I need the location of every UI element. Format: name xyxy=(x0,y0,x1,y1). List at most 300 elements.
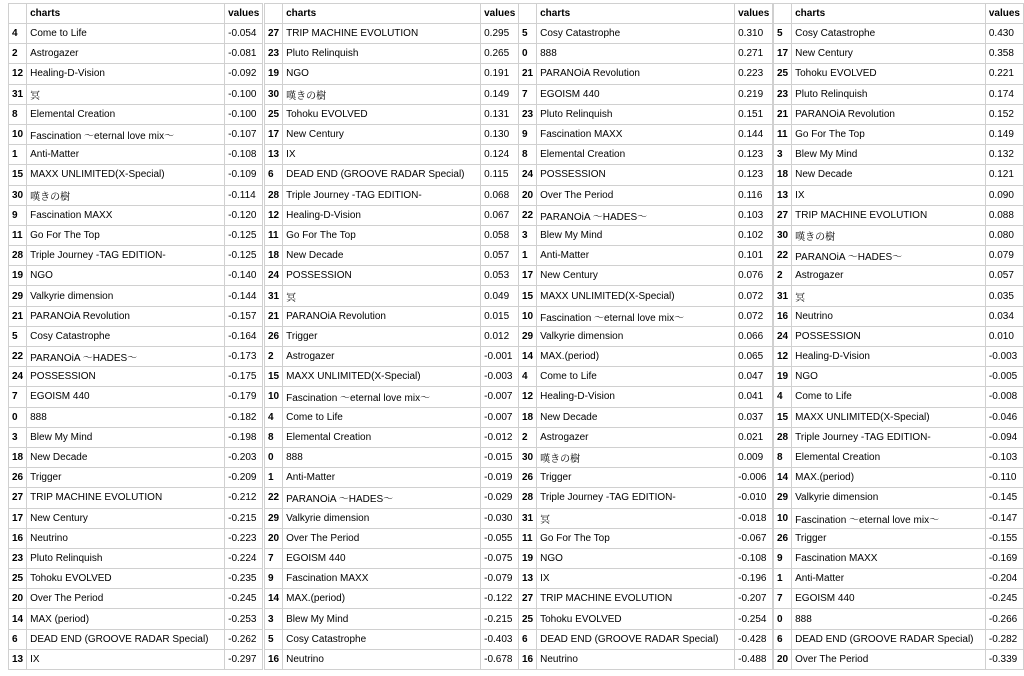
row-index: 13 xyxy=(774,185,792,205)
chart-name: Healing-D-Vision xyxy=(27,64,225,84)
row-index: 0 xyxy=(774,609,792,629)
table-header-row xyxy=(265,4,519,24)
row-index: 26 xyxy=(519,468,537,488)
row-index: 0 xyxy=(265,447,283,467)
table-row xyxy=(519,407,773,427)
row-index: 19 xyxy=(9,266,27,286)
table-row xyxy=(774,225,1024,245)
row-index: 0 xyxy=(9,407,27,427)
chart-value: 0.116 xyxy=(735,185,773,205)
table-row xyxy=(9,185,263,205)
chart-value: -0.157 xyxy=(225,306,263,326)
chart-name: IX xyxy=(27,649,225,669)
chart-value: -0.179 xyxy=(225,387,263,407)
chart-value: -0.109 xyxy=(225,165,263,185)
chart-name: Over The Period xyxy=(792,649,986,669)
chart-name: Triple Journey -TAG EDITION- xyxy=(537,488,735,508)
chart-value: -0.094 xyxy=(985,427,1023,447)
row-index: 1 xyxy=(519,246,537,266)
table-row xyxy=(9,44,263,64)
table-row xyxy=(519,124,773,144)
values-header: values xyxy=(735,4,773,24)
chart-value: 0.132 xyxy=(985,145,1023,165)
row-index: 30 xyxy=(519,447,537,467)
chart-value: 0.080 xyxy=(985,225,1023,245)
chart-name: Triple Journey -TAG EDITION- xyxy=(792,427,986,447)
row-index: 20 xyxy=(9,589,27,609)
table-row xyxy=(519,468,773,488)
row-index: 3 xyxy=(774,145,792,165)
row-index: 18 xyxy=(519,407,537,427)
chart-name: 冥 xyxy=(792,286,986,306)
table-frame-4 xyxy=(773,3,1024,670)
chart-value: 0.149 xyxy=(481,84,519,104)
row-index: 22 xyxy=(9,347,27,367)
table-row xyxy=(519,629,773,649)
chart-value: 0.076 xyxy=(735,266,773,286)
row-index: 23 xyxy=(265,44,283,64)
chart-name: IX xyxy=(537,569,735,589)
table-row xyxy=(265,306,519,326)
chart-value: -0.140 xyxy=(225,266,263,286)
table-row xyxy=(9,266,263,286)
table-row xyxy=(9,124,263,144)
values-header: values xyxy=(225,4,263,24)
chart-value: -0.067 xyxy=(735,528,773,548)
table-row xyxy=(265,468,519,488)
row-index: 29 xyxy=(519,326,537,346)
row-index: 14 xyxy=(519,347,537,367)
chart-value: 0.124 xyxy=(481,145,519,165)
chart-name: Elemental Creation xyxy=(537,145,735,165)
charts-header: charts xyxy=(792,4,986,24)
chart-name: Go For The Top xyxy=(27,225,225,245)
row-index: 13 xyxy=(9,649,27,669)
chart-value: -0.107 xyxy=(225,124,263,144)
chart-name: Pluto Relinquish xyxy=(283,44,481,64)
chart-name: EGOISM 440 xyxy=(537,84,735,104)
chart-value: 0.057 xyxy=(481,246,519,266)
chart-value: 0.102 xyxy=(735,225,773,245)
row-index: 18 xyxy=(9,447,27,467)
chart-name: Astrogazer xyxy=(283,347,481,367)
row-index: 16 xyxy=(774,306,792,326)
chart-value: 0.068 xyxy=(481,185,519,205)
row-index: 9 xyxy=(265,569,283,589)
chart-name: Healing-D-Vision xyxy=(283,205,481,225)
chart-value: -0.122 xyxy=(481,589,519,609)
chart-name: Astrogazer xyxy=(792,266,986,286)
row-index: 10 xyxy=(265,387,283,407)
chart-name: PARANOiA Revolution xyxy=(792,104,986,124)
row-index: 19 xyxy=(519,548,537,568)
chart-value: -0.223 xyxy=(225,528,263,548)
row-index: 7 xyxy=(519,84,537,104)
chart-value: -0.155 xyxy=(985,528,1023,548)
chart-value: -0.018 xyxy=(735,508,773,528)
chart-name: Cosy Catastrophe xyxy=(792,24,986,44)
chart-value: -0.204 xyxy=(985,569,1023,589)
values-header: values xyxy=(985,4,1023,24)
table-row xyxy=(9,225,263,245)
table-row xyxy=(265,286,519,306)
row-index: 12 xyxy=(265,205,283,225)
chart-value: -0.245 xyxy=(985,589,1023,609)
table-row xyxy=(9,508,263,528)
table-row xyxy=(774,246,1024,266)
row-index: 11 xyxy=(265,225,283,245)
data-table-1 xyxy=(8,3,263,670)
table-row xyxy=(9,347,263,367)
row-index: 27 xyxy=(519,589,537,609)
table-row xyxy=(519,286,773,306)
row-index: 1 xyxy=(774,569,792,589)
table-row xyxy=(9,528,263,548)
chart-value: -0.254 xyxy=(735,609,773,629)
table-row xyxy=(774,124,1024,144)
chart-name: NGO xyxy=(283,64,481,84)
chart-name: Fascination MAXX xyxy=(537,124,735,144)
chart-name: 嘆きの樹 xyxy=(27,185,225,205)
row-index: 16 xyxy=(265,649,283,669)
table-row xyxy=(519,44,773,64)
table-row xyxy=(774,447,1024,467)
chart-name: Fascination ～eternal love mix～ xyxy=(27,124,225,144)
values-header: values xyxy=(481,4,519,24)
chart-name: 嘆きの樹 xyxy=(283,84,481,104)
row-index: 5 xyxy=(519,24,537,44)
row-index: 29 xyxy=(774,488,792,508)
table-row xyxy=(9,306,263,326)
chart-value: 0.103 xyxy=(735,205,773,225)
chart-value: -0.173 xyxy=(225,347,263,367)
index-header xyxy=(519,4,537,24)
chart-name: TRIP MACHINE EVOLUTION xyxy=(27,488,225,508)
row-index: 23 xyxy=(774,84,792,104)
chart-value: -0.144 xyxy=(225,286,263,306)
chart-value: 0.072 xyxy=(735,306,773,326)
table-row xyxy=(9,387,263,407)
chart-value: -0.488 xyxy=(735,649,773,669)
chart-name: DEAD END (GROOVE RADAR Special) xyxy=(27,629,225,649)
table-row xyxy=(265,44,519,64)
chart-name: MAXX UNLIMITED(X-Special) xyxy=(537,286,735,306)
row-index: 23 xyxy=(9,548,27,568)
chart-name: Anti-Matter xyxy=(537,246,735,266)
table-row xyxy=(774,44,1024,64)
index-header xyxy=(265,4,283,24)
chart-name: MAXX UNLIMITED(X-Special) xyxy=(792,407,986,427)
table-row xyxy=(519,266,773,286)
table-row xyxy=(519,548,773,568)
chart-name: PARANOiA ～HADES～ xyxy=(27,347,225,367)
row-index: 24 xyxy=(774,326,792,346)
table-row xyxy=(265,548,519,568)
table-row xyxy=(9,629,263,649)
chart-value: 0.047 xyxy=(735,367,773,387)
index-header xyxy=(9,4,27,24)
table-row xyxy=(774,508,1024,528)
table-row xyxy=(774,528,1024,548)
row-index: 9 xyxy=(774,548,792,568)
chart-value: -0.092 xyxy=(225,64,263,84)
table-row xyxy=(265,488,519,508)
table-row xyxy=(9,84,263,104)
chart-value: 0.149 xyxy=(985,124,1023,144)
chart-value: 0.191 xyxy=(481,64,519,84)
chart-name: PARANOiA Revolution xyxy=(283,306,481,326)
table-row xyxy=(774,548,1024,568)
row-index: 13 xyxy=(265,145,283,165)
chart-value: -0.235 xyxy=(225,569,263,589)
chart-name: Go For The Top xyxy=(537,528,735,548)
chart-name: POSSESSION xyxy=(537,165,735,185)
table-row xyxy=(9,145,263,165)
chart-value: -0.100 xyxy=(225,104,263,124)
chart-value: 0.009 xyxy=(735,447,773,467)
table-row xyxy=(774,609,1024,629)
chart-value: -0.019 xyxy=(481,468,519,488)
row-index: 31 xyxy=(774,286,792,306)
row-index: 28 xyxy=(774,427,792,447)
row-index: 31 xyxy=(265,286,283,306)
table-row xyxy=(519,609,773,629)
chart-value: 0.053 xyxy=(481,266,519,286)
chart-value: -0.224 xyxy=(225,548,263,568)
row-index: 11 xyxy=(774,124,792,144)
row-index: 15 xyxy=(774,407,792,427)
chart-name: Fascination ～eternal love mix～ xyxy=(792,508,986,528)
chart-name: Fascination MAXX xyxy=(27,205,225,225)
row-index: 9 xyxy=(9,205,27,225)
row-index: 12 xyxy=(519,387,537,407)
table-row xyxy=(265,427,519,447)
chart-name: DEAD END (GROOVE RADAR Special) xyxy=(283,165,481,185)
table-row xyxy=(9,488,263,508)
table-row xyxy=(9,407,263,427)
chart-name: POSSESSION xyxy=(283,266,481,286)
row-index: 21 xyxy=(774,104,792,124)
row-index: 5 xyxy=(9,326,27,346)
chart-value: -0.207 xyxy=(735,589,773,609)
table-row xyxy=(774,286,1024,306)
chart-value: -0.055 xyxy=(481,528,519,548)
chart-name: IX xyxy=(792,185,986,205)
table-row xyxy=(519,569,773,589)
row-index: 2 xyxy=(9,44,27,64)
chart-name: Anti-Matter xyxy=(283,468,481,488)
row-index: 2 xyxy=(774,266,792,286)
chart-name: Come to Life xyxy=(27,24,225,44)
row-index: 31 xyxy=(9,84,27,104)
table-row xyxy=(9,24,263,44)
chart-value: -0.008 xyxy=(985,387,1023,407)
table-row xyxy=(519,306,773,326)
chart-value: -0.203 xyxy=(225,447,263,467)
table-row xyxy=(774,407,1024,427)
chart-name: 888 xyxy=(792,609,986,629)
chart-name: Tohoku EVOLVED xyxy=(792,64,986,84)
table-row xyxy=(774,165,1024,185)
data-table-2 xyxy=(264,3,519,670)
chart-value: -0.215 xyxy=(481,609,519,629)
table-row xyxy=(9,468,263,488)
table-row xyxy=(265,367,519,387)
chart-value: -0.030 xyxy=(481,508,519,528)
chart-name: Cosy Catastrophe xyxy=(283,629,481,649)
table-row xyxy=(774,367,1024,387)
table-row xyxy=(774,488,1024,508)
chart-name: Fascination ～eternal love mix～ xyxy=(283,387,481,407)
table-frame-2 xyxy=(264,3,519,670)
chart-value: 0.144 xyxy=(735,124,773,144)
table-row xyxy=(774,145,1024,165)
chart-name: MAXX UNLIMITED(X-Special) xyxy=(283,367,481,387)
chart-name: 嘆きの樹 xyxy=(792,225,986,245)
chart-name: Tohoku EVOLVED xyxy=(27,569,225,589)
row-index: 24 xyxy=(519,165,537,185)
table-row xyxy=(265,528,519,548)
row-index: 29 xyxy=(9,286,27,306)
table-row xyxy=(519,84,773,104)
row-index: 10 xyxy=(519,306,537,326)
chart-value: 0.123 xyxy=(735,145,773,165)
row-index: 30 xyxy=(774,225,792,245)
table-row xyxy=(265,225,519,245)
row-index: 5 xyxy=(774,24,792,44)
chart-name: Pluto Relinquish xyxy=(792,84,986,104)
row-index: 3 xyxy=(519,225,537,245)
table-row xyxy=(774,347,1024,367)
table-row xyxy=(265,124,519,144)
table-row xyxy=(774,84,1024,104)
chart-value: 0.174 xyxy=(985,84,1023,104)
table-row xyxy=(519,64,773,84)
chart-name: Pluto Relinquish xyxy=(27,548,225,568)
row-index: 20 xyxy=(519,185,537,205)
chart-value: -0.212 xyxy=(225,488,263,508)
table-row xyxy=(9,367,263,387)
table-header-row xyxy=(774,4,1024,24)
chart-name: Tohoku EVOLVED xyxy=(283,104,481,124)
chart-value: -0.198 xyxy=(225,427,263,447)
chart-value: -0.001 xyxy=(481,347,519,367)
row-index: 21 xyxy=(265,306,283,326)
table-row xyxy=(519,589,773,609)
row-index: 6 xyxy=(9,629,27,649)
chart-value: -0.046 xyxy=(985,407,1023,427)
chart-name: MAX.(period) xyxy=(283,589,481,609)
chart-value: -0.215 xyxy=(225,508,263,528)
row-index: 8 xyxy=(265,427,283,447)
table-row xyxy=(9,609,263,629)
chart-value: 0.090 xyxy=(985,185,1023,205)
chart-value: 0.015 xyxy=(481,306,519,326)
row-index: 8 xyxy=(9,104,27,124)
chart-value: 0.271 xyxy=(735,44,773,64)
chart-value: -0.125 xyxy=(225,225,263,245)
row-index: 31 xyxy=(519,508,537,528)
chart-value: 0.079 xyxy=(985,246,1023,266)
table-row xyxy=(774,569,1024,589)
row-index: 5 xyxy=(265,629,283,649)
chart-value: 0.065 xyxy=(735,347,773,367)
row-index: 11 xyxy=(9,225,27,245)
chart-value: 0.358 xyxy=(985,44,1023,64)
table-row xyxy=(265,246,519,266)
chart-name: Blew My Mind xyxy=(537,225,735,245)
table-row xyxy=(519,225,773,245)
table-row xyxy=(774,64,1024,84)
table-row xyxy=(519,24,773,44)
chart-name: Over The Period xyxy=(283,528,481,548)
row-index: 19 xyxy=(265,64,283,84)
chart-name: Fascination MAXX xyxy=(283,569,481,589)
table-row xyxy=(265,387,519,407)
chart-name: Neutrino xyxy=(283,649,481,669)
chart-value: 0.067 xyxy=(481,205,519,225)
table-row xyxy=(9,548,263,568)
chart-name: Elemental Creation xyxy=(27,104,225,124)
row-index: 12 xyxy=(774,347,792,367)
chart-value: -0.403 xyxy=(481,629,519,649)
chart-name: Trigger xyxy=(537,468,735,488)
chart-name: EGOISM 440 xyxy=(27,387,225,407)
chart-name: Triple Journey -TAG EDITION- xyxy=(27,246,225,266)
table-header-row xyxy=(9,4,263,24)
table-row xyxy=(519,528,773,548)
table-row xyxy=(519,205,773,225)
row-index: 17 xyxy=(774,44,792,64)
chart-name: Neutrino xyxy=(27,528,225,548)
chart-name: NGO xyxy=(792,367,986,387)
table-row xyxy=(265,145,519,165)
chart-name: New Decade xyxy=(792,165,986,185)
table-row xyxy=(774,266,1024,286)
table-row xyxy=(9,205,263,225)
chart-value: 0.131 xyxy=(481,104,519,124)
row-index: 27 xyxy=(9,488,27,508)
chart-name: New Decade xyxy=(283,246,481,266)
chart-name: Valkyrie dimension xyxy=(283,508,481,528)
table-row xyxy=(774,185,1024,205)
chart-value: 0.037 xyxy=(735,407,773,427)
table-row xyxy=(265,266,519,286)
chart-value: 0.049 xyxy=(481,286,519,306)
table-row xyxy=(9,246,263,266)
row-index: 19 xyxy=(774,367,792,387)
chart-value: -0.006 xyxy=(735,468,773,488)
table-row xyxy=(774,306,1024,326)
chart-name: Valkyrie dimension xyxy=(537,326,735,346)
chart-value: -0.079 xyxy=(481,569,519,589)
chart-name: TRIP MACHINE EVOLUTION xyxy=(283,24,481,44)
table-row xyxy=(774,387,1024,407)
chart-name: Come to Life xyxy=(283,407,481,427)
table-row xyxy=(519,367,773,387)
row-index: 4 xyxy=(774,387,792,407)
chart-value: -0.282 xyxy=(985,629,1023,649)
table-row xyxy=(265,326,519,346)
row-index: 30 xyxy=(265,84,283,104)
table-row xyxy=(265,24,519,44)
chart-value: 0.130 xyxy=(481,124,519,144)
chart-name: Elemental Creation xyxy=(792,447,986,467)
chart-name: Trigger xyxy=(792,528,986,548)
chart-value: -0.182 xyxy=(225,407,263,427)
table-row xyxy=(9,286,263,306)
chart-name: 冥 xyxy=(27,84,225,104)
